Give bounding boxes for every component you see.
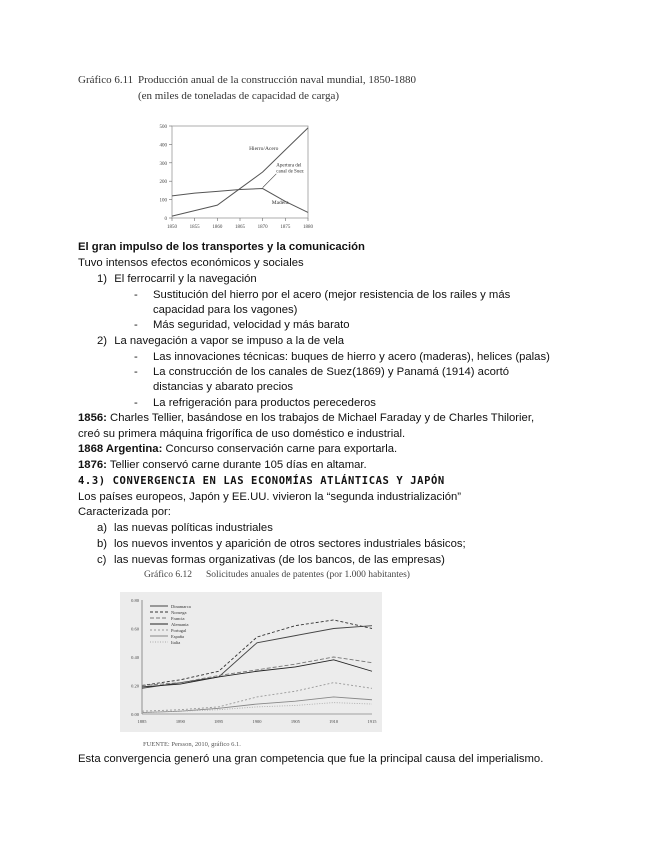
bullet-2-3	[134, 396, 376, 410]
annotation-hierro: Hierro/Acero	[249, 145, 279, 152]
event-1856-cont: creó su primera máquina frigorífica de uso doméstico e industrial.	[78, 428, 406, 440]
bullet-1-1	[134, 288, 511, 302]
y-tick-label: 0.20	[131, 683, 139, 689]
x-tick-label: 1865	[235, 225, 245, 230]
list-text: La navegación a vapor se impuso a la de vela	[114, 335, 345, 347]
dash: -	[134, 289, 138, 301]
legend-label: Dinamarca	[171, 603, 191, 609]
alpha-item-b	[97, 537, 466, 551]
patents-chart	[120, 592, 382, 732]
ship-production-chart	[150, 118, 320, 240]
x-tick-label: 1885	[137, 719, 147, 724]
alpha-text: las nuevas formas organizativas (de los bancos, de las empresas)	[114, 554, 445, 566]
x-tick-label: 1900	[252, 719, 262, 724]
list-number: 1)	[97, 273, 108, 285]
dash: -	[134, 397, 138, 409]
closing-text: Esta convergencia generó una gran competencia que fue la principal causa del imperialismo.	[78, 753, 544, 765]
x-tick-label: 1875	[280, 225, 291, 230]
y-tick-label: 0	[164, 217, 167, 222]
alpha-item-c	[97, 553, 445, 567]
convergence-p1: Los países europeos, Japón y EE.UU. vivieron la “segunda industrialización”	[78, 491, 462, 503]
alpha-text: las nuevas políticas industriales	[114, 522, 273, 534]
x-tick-label: 1855	[189, 225, 200, 230]
alpha-label: a)	[97, 522, 108, 534]
bullet-2-1	[134, 350, 550, 364]
alpha-item-a	[97, 521, 273, 535]
y-tick-label: 0.00	[131, 712, 139, 717]
bullet-text: La refrigeración para productos perecederos	[153, 397, 376, 409]
y-tick-label: 100	[159, 198, 167, 204]
x-tick-label: 1915	[367, 719, 377, 724]
chart-background	[120, 592, 382, 732]
intro-text: Tuvo intensos efectos económicos y sociales	[78, 257, 304, 269]
event-text: Tellier conservó carne durante 105 días en altamar.	[106, 459, 367, 471]
x-tick-label: 1905	[290, 719, 300, 724]
convergence-p2: Caracterizada por:	[78, 506, 171, 518]
section-heading-transport: El gran impulso de los transportes y la comunicación	[78, 241, 365, 253]
event-1856	[78, 411, 534, 425]
bullet-text: Más seguridad, velocidad y más barato	[153, 319, 350, 331]
x-tick-label: 1910	[329, 719, 339, 724]
event-year: 1868 Argentina:	[78, 443, 163, 455]
list-item-2	[97, 334, 344, 348]
event-year: 1856:	[78, 412, 107, 424]
x-tick-label: 1890	[175, 719, 185, 724]
figure1-caption	[78, 74, 416, 86]
bullet-2-2	[134, 365, 510, 379]
list-number: 2)	[97, 335, 108, 347]
annotation-madera: Madera	[271, 200, 289, 207]
y-tick-label: 500	[159, 125, 167, 130]
list-item-1	[97, 272, 257, 286]
bullet-text: La construcción de los canales de Suez(1869) y Panamá (1914) acortó	[153, 366, 510, 378]
list-text: El ferrocarril y la navegación	[114, 273, 257, 285]
x-tick-label: 1860	[212, 225, 223, 230]
event-text: Charles Tellier, basándose en los trabajos de Michael Faraday y de Charles Thilorier,	[106, 412, 535, 424]
event-year: 1876:	[78, 459, 107, 471]
alpha-text: los nuevos inventos y aparición de otros sectores industriales básicos;	[114, 538, 466, 550]
y-tick-label: 0.40	[131, 655, 139, 660]
legend-label: Alemania	[171, 621, 189, 627]
dash: -	[134, 319, 138, 331]
figure1-label: Gráfico 6.11	[78, 74, 134, 86]
legend-label: Italia	[171, 639, 181, 645]
annotation-suez: Apertura del canal de Suez	[276, 163, 304, 175]
legend-label: España	[171, 633, 184, 639]
y-tick-label: 200	[159, 180, 167, 186]
figure2-label: Gráfico 6.12	[144, 570, 193, 580]
bullet-2-2-cont: distancias y abarato precios	[153, 381, 294, 393]
dash: -	[134, 351, 138, 363]
alpha-label: c)	[97, 554, 107, 566]
figure2-caption	[144, 570, 410, 580]
x-tick-label: 1880	[303, 225, 313, 230]
annotation-arrow	[263, 174, 277, 188]
x-tick-label: 1895	[214, 719, 224, 724]
legend-label: Noruega	[171, 609, 187, 615]
bullet-1-2	[134, 318, 350, 332]
x-tick-label: 1850	[167, 225, 177, 230]
bullet-1-1-cont: capacidad para los vagones)	[153, 304, 298, 316]
alpha-label: b)	[97, 538, 108, 550]
x-tick-label: 1870	[257, 225, 268, 230]
bullet-text: Sustitución del hierro por el acero (mejor resistencia de los railes y más	[153, 289, 511, 301]
figure2-title: Solicitudes anuales de patentes (por 1.000 habitantes)	[206, 570, 410, 580]
y-tick-label: 0.60	[131, 626, 139, 632]
dash: -	[134, 366, 138, 378]
y-tick-label: 400	[159, 143, 167, 149]
y-tick-label: 0.80	[131, 598, 139, 603]
event-1868	[78, 442, 397, 456]
section-heading-convergence: 4.3) CONVERGENCIA EN LAS ECONOMÍAS ATLÁNTICAS Y JAPÓN	[78, 475, 445, 487]
event-text: Concurso conservación carne para exportarla.	[162, 443, 398, 455]
y-tick-label: 300	[159, 161, 167, 167]
bullet-text: Las innovaciones técnicas: buques de hierro y acero (maderas), helices (palas)	[153, 351, 550, 363]
legend-label: Portugal	[171, 627, 187, 633]
figure1-subtitle: (en miles de toneladas de capacidad de carga)	[138, 90, 340, 102]
figure2-source: FUENTE: Persson, 2010, gráfico 6.1.	[143, 741, 241, 748]
legend-label: Francia	[171, 615, 185, 621]
event-1876	[78, 458, 367, 472]
figure1-title: Producción anual de la construcción naval mundial, 1850-1880	[138, 74, 416, 86]
